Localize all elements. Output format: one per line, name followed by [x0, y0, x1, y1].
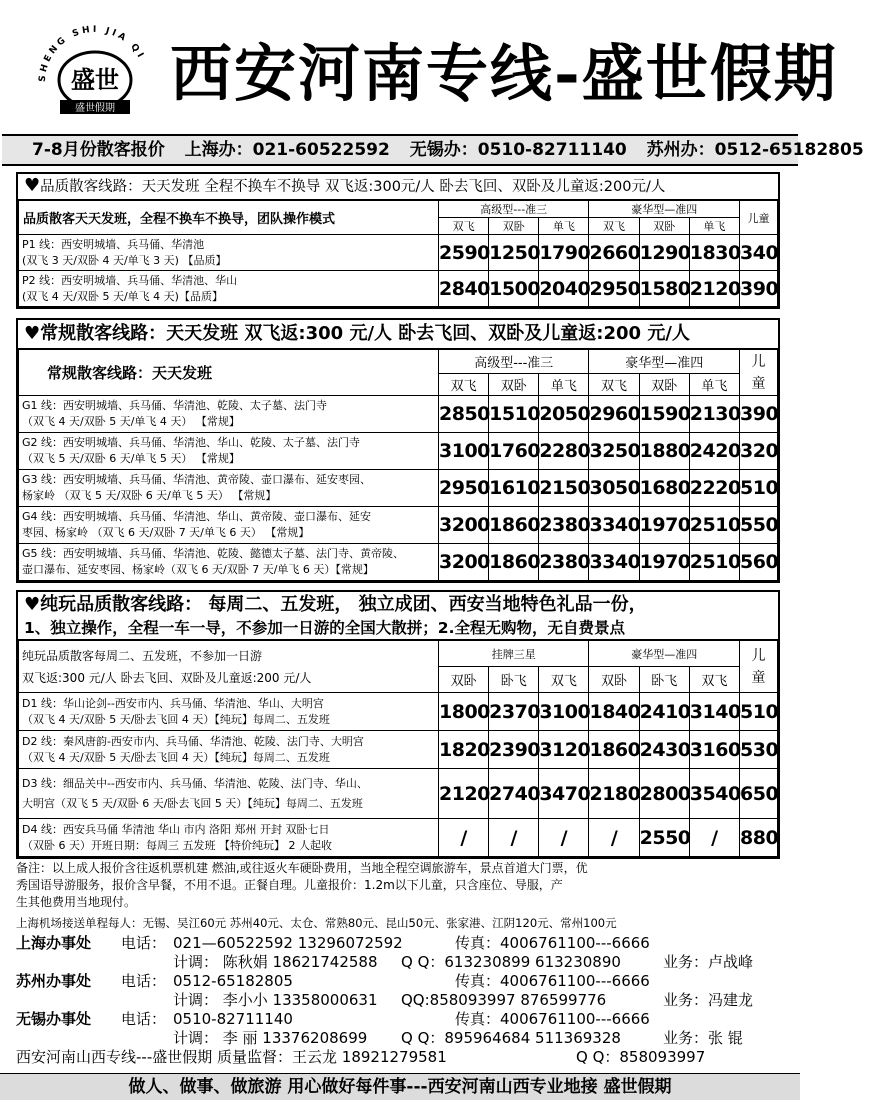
route-line: G5 线：西安明城墙、兵马俑、华清池、乾陵、懿德太子墓、法门寺、黄帝陵、: [22, 547, 405, 560]
column-header: 双卧: [489, 218, 539, 235]
child-header: [740, 350, 778, 396]
group-header: 豪华型—准四: [589, 350, 740, 374]
child-price-cell: 650: [740, 769, 778, 819]
office-name: 苏州办事处: [16, 972, 92, 990]
office-fax: 传真：4006761100---6666: [455, 1010, 650, 1028]
note-line: 生其他费用当地现付。: [16, 895, 137, 909]
price-table: [18, 640, 778, 857]
logo-sub: 盛世假期: [75, 103, 115, 114]
regular-routes-section: [16, 318, 780, 583]
price-cell: 2180: [589, 769, 639, 819]
group-header: 豪华型—准四: [589, 201, 740, 218]
price-cell: 1860: [589, 731, 639, 769]
price-cell: 2960: [589, 396, 639, 433]
price-cell: 2150: [539, 470, 589, 507]
child-price-cell: 510: [740, 470, 778, 507]
route-detail: (双飞 4 天/双卧 5 天/单飞 4 天)【品质】: [22, 289, 223, 303]
section-banner: [18, 174, 778, 200]
child-price-cell: 530: [740, 731, 778, 769]
logo-arc-text: SHENG SHI JIA QI: [37, 24, 147, 83]
child-header: 儿童: [740, 201, 778, 235]
price-cell: 2660: [589, 235, 639, 271]
price-cell: 2430: [639, 731, 689, 769]
price-cell: 2740: [489, 769, 539, 819]
child-price-cell: 550: [740, 507, 778, 544]
child-price-cell: 390: [740, 271, 778, 307]
price-cell: 2040: [539, 271, 589, 307]
column-header: 双卧: [489, 374, 539, 396]
note-line: 秀国语导游服务，报价含早餐，不用不退。正餐自理。儿童报价：1.2m以下儿童，只含座位、导服，产: [16, 878, 563, 892]
price-cell: 3100: [539, 693, 589, 731]
route-line: P1 线：西安明城墙、兵马俑、华清池: [22, 237, 205, 251]
heart-icon: ♥: [24, 594, 41, 615]
child-header-2: 童: [751, 375, 766, 392]
route-line: D1 线：华山论剑--西安市内、兵马俑、华清池、华山、大明宫: [22, 696, 324, 710]
price-cell: 2590: [439, 235, 489, 271]
group-header: 高级型---准三: [439, 201, 589, 218]
price-cell: 1820: [439, 731, 489, 769]
price-cell: 3540: [689, 769, 739, 819]
table-row: [19, 396, 778, 433]
route-detail: 枣园、杨家岭 （双飞 6 天/双卧 7 天/单飞 6 天） 【常规】: [22, 526, 310, 539]
price-cell: 1860: [489, 507, 539, 544]
price-cell: 3160: [689, 731, 739, 769]
price-cell: 3140: [689, 693, 739, 731]
wuxi-office-phone: 无锡办：0510-82711140: [409, 140, 627, 160]
price-cell: 1830: [689, 235, 739, 271]
contacts: [16, 934, 796, 1067]
price-table: [18, 349, 778, 581]
table-row: [19, 470, 778, 507]
quality-routes-section: [16, 172, 780, 309]
header: [0, 0, 838, 132]
company-qq: Q Q：858093997: [576, 1048, 706, 1066]
column-header: 卧飞: [489, 667, 539, 693]
office-fax: 传真：4006761100---6666: [455, 934, 650, 952]
price-cell: 3100: [439, 433, 489, 470]
office-phone: 0510-82711140: [173, 1010, 293, 1028]
column-header: 单飞: [689, 374, 739, 396]
route-line: G4 线：西安明城墙、兵马俑、华清池、华山、黄帝陵、壶口瀑布、延安: [22, 510, 372, 523]
phone-label: 电话：: [121, 972, 167, 990]
office-sales: 业务：卢战峰: [663, 953, 754, 971]
office-fax: 传真：4006761100---6666: [455, 972, 650, 990]
price-cell: 2280: [539, 433, 589, 470]
price-cell: 2550: [639, 819, 689, 857]
column-header: 双飞: [439, 218, 489, 235]
price-table: [18, 200, 778, 307]
route-line: G2 线：西安明城墙、兵马俑、华清池、华山、乾陵、太子墓、法门寺: [22, 436, 361, 449]
logo-mark: 盛世: [71, 65, 119, 94]
office-name: 无锡办事处: [16, 1010, 92, 1028]
heart-icon: ♥: [24, 175, 41, 196]
column-header: 双卧: [639, 374, 689, 396]
route-line: D2 线：秦风唐韵-西安市内、兵马俑、华清池、乾陵、法门寺、大明宫: [22, 734, 364, 748]
column-header: 双卧: [639, 218, 689, 235]
price-cell: /: [439, 819, 489, 857]
column-header: 卧飞: [639, 667, 689, 693]
price-cell: 3120: [539, 731, 589, 769]
child-price-cell: 510: [740, 693, 778, 731]
price-cell: 2220: [689, 470, 739, 507]
office-staff: 计调： 李小小 13358000631: [173, 991, 378, 1009]
price-cell: 2370: [489, 693, 539, 731]
column-header: 双飞: [589, 374, 639, 396]
group-header: 挂牌三星: [439, 641, 589, 667]
column-header: 双飞: [539, 667, 589, 693]
shanghai-office-phone: 上海办：021-60522592: [184, 140, 390, 160]
price-cell: 1580: [639, 271, 689, 307]
child-price-cell: 390: [740, 396, 778, 433]
note-line: 备注：以上成人报价含往返机票机建 燃油,或往返火车硬卧费用，当地全程空调旅游车，景点首道大门票，优: [16, 861, 588, 875]
price-cell: 2840: [439, 271, 489, 307]
office-sales: 业务：张 锟: [663, 1029, 743, 1047]
price-cell: 1500: [489, 271, 539, 307]
price-cell: 3470: [539, 769, 589, 819]
price-cell: 1760: [489, 433, 539, 470]
price-cell: 1860: [489, 544, 539, 581]
banner-text: 常规散客线路：天天发班 双飞返:300 元/人 卧去飞回、双卧及儿童返:200 元/人: [40, 323, 690, 344]
price-cell: 3200: [439, 544, 489, 581]
office-phone: 0512-65182805: [173, 972, 293, 990]
price-cell: 2120: [689, 271, 739, 307]
child-price-cell: 340: [740, 235, 778, 271]
column-header: 双飞: [439, 374, 489, 396]
suzhou-office-phone: 苏州办：0512-65182805: [646, 140, 864, 160]
footer-slogan: 做人、做事、做旅游 用心做好每件事---西安河南山西专业地接 盛世假期: [0, 1073, 800, 1100]
price-cell: 3340: [589, 507, 639, 544]
table-row: [19, 769, 778, 819]
price-cell: 1610: [489, 470, 539, 507]
table-title-line: 双飞返:300 元/人 卧去飞回、双卧及儿童返:200 元/人: [22, 670, 312, 685]
table-row: [19, 433, 778, 470]
price-cell: 1800: [439, 693, 489, 731]
route-detail: 杨家岭 （双飞 5 天/双卧 6 天/单飞 5 天） 【常规】: [22, 489, 277, 502]
phone-label: 电话：: [121, 1010, 167, 1028]
price-cell: /: [539, 819, 589, 857]
price-cell: 2130: [689, 396, 739, 433]
phone-label: 电话：: [121, 934, 167, 952]
column-header: 单飞: [539, 374, 589, 396]
price-label: 7-8月份散客报价: [32, 140, 165, 160]
office-name: 上海办事处: [16, 934, 92, 952]
route-detail: 大明宫（双飞 5 天/双卧 6 天/卧去飞回 5 天）【纯玩】每周二、五发班: [22, 796, 363, 810]
price-cell: /: [589, 819, 639, 857]
airport-transfer-info: 上海机场接送单程每人：无锡、吴江60元 苏州40元、太仓、常熟80元、昆山50元、张家港、江阴120元、常州100元: [16, 916, 617, 930]
child-price-cell: 320: [740, 433, 778, 470]
table-row: [19, 731, 778, 769]
route-detail: （双飞 5 天/双卧 6 天/单飞 5 天） 【常规】: [22, 452, 240, 465]
office-phone: 021—60522592 13296072592: [173, 934, 403, 952]
route-detail: （双卧 6 天）开班日期：每周三 五发班 【特价纯玩】 2 人起收: [22, 838, 332, 852]
price-cell: 1970: [639, 544, 689, 581]
route-line: D3 线：细品关中--西安市内、兵马俑、华清池、乾陵、法门寺、华山、: [22, 776, 368, 790]
price-cell: 2950: [439, 470, 489, 507]
price-cell: 2850: [439, 396, 489, 433]
office-qq: QQ:858093997 876599776: [401, 991, 607, 1009]
table-title: 常规散客线路：天天发班: [19, 350, 439, 396]
price-cell: 2410: [639, 693, 689, 731]
price-cell: 1590: [639, 396, 689, 433]
section-banner: [18, 592, 778, 617]
notes: [16, 860, 786, 911]
child-price-cell: 880: [740, 819, 778, 857]
price-cell: 1880: [639, 433, 689, 470]
child-price-cell: 560: [740, 544, 778, 581]
price-header-bar: [2, 134, 864, 166]
office-qq: Q Q：613230899 613230890: [401, 953, 621, 971]
column-header: 双卧: [439, 667, 489, 693]
column-header: 单飞: [689, 218, 739, 235]
table-row: [19, 819, 778, 857]
price-cell: 2510: [689, 544, 739, 581]
price-cell: 1250: [489, 235, 539, 271]
route-detail: （双飞 4 天/双卧 5 天/单飞 4 天） 【常规】: [22, 415, 240, 428]
table-title: [19, 641, 439, 693]
price-cell: 2050: [539, 396, 589, 433]
heart-icon: ♥: [24, 323, 41, 344]
section-banner-2: 1、独立操作，全程一车一导，不参加一日游的全国大散拼；2.全程无购物，无自费景点: [18, 617, 778, 640]
route-line: G1 线：西安明城墙、兵马俑、华清池、乾陵、太子墓、法门寺: [22, 399, 328, 412]
quality-supervision: 西安河南山西专线---盛世假期 质量监督：王云龙 18921279581: [16, 1048, 447, 1066]
price-cell: 2380: [539, 544, 589, 581]
pure-play-routes-section: [16, 590, 780, 859]
child-header-2: 童: [751, 669, 766, 686]
price-cell: 2120: [439, 769, 489, 819]
banner-text: 品质散客线路：天天发班 全程不换车不换导 双飞返:300元/人 卧去飞回、双卧及儿童返:200元/人: [40, 179, 666, 195]
column-header: 双卧: [589, 667, 639, 693]
office-sales: 业务：冯建龙: [663, 991, 754, 1009]
price-cell: 3200: [439, 507, 489, 544]
route-line: G3 线：西安明城墙、兵马俑、华清池、黄帝陵、壶口瀑布、延安枣园、: [22, 473, 372, 486]
table-row: [19, 235, 778, 271]
route-detail: (双飞 3 天/双卧 4 天/单飞 3 天) 【品质】: [22, 253, 227, 267]
price-cell: 2950: [589, 271, 639, 307]
price-cell: 3340: [589, 544, 639, 581]
table-row: [19, 544, 778, 581]
price-cell: 2420: [689, 433, 739, 470]
price-cell: /: [689, 819, 739, 857]
office-staff: 计调： 李 丽 13376208699: [173, 1029, 368, 1047]
child-header: [740, 641, 778, 693]
price-cell: 2390: [489, 731, 539, 769]
section-banner: [18, 320, 778, 349]
route-detail: （双飞 4 天/双卧 5 天/卧去飞回 4 天）【纯玩】每周二、五发班: [22, 712, 330, 726]
route-detail: 壶口瀑布、延安枣园、杨家岭（双飞 6 天/双卧 7 天/单飞 6 天）【常规】: [22, 563, 374, 576]
price-cell: 1290: [639, 235, 689, 271]
price-cell: 2380: [539, 507, 589, 544]
price-cell: /: [489, 819, 539, 857]
table-row: [19, 507, 778, 544]
price-cell: 2800: [639, 769, 689, 819]
banner-text: 纯玩品质散客线路： 每周二、五发班， 独立成团、西安当地特色礼品一份，: [40, 594, 647, 615]
column-header: 双飞: [689, 667, 739, 693]
table-title: 品质散客天天发班，全程不换车不换导，团队操作模式: [19, 201, 439, 235]
table-row: [19, 693, 778, 731]
child-header-1: 儿: [751, 353, 766, 370]
route-detail: （双飞 4 天/双卧 5 天/卧去飞回 4 天）【纯玩】每周二、五发班: [22, 750, 330, 764]
price-cell: 1970: [639, 507, 689, 544]
table-title-line: 纯玩品质散客每周二、五发班，不参加一日游: [22, 648, 263, 663]
child-header-1: 儿: [751, 647, 766, 664]
group-header: 豪华型—准四: [589, 641, 740, 667]
company-logo: [30, 12, 160, 122]
table-row: [19, 271, 778, 307]
price-cell: 2510: [689, 507, 739, 544]
route-line: D4 线：西安兵马俑 华清池 华山 市内 洛阳 郑州 开封 双卧七日: [22, 822, 330, 836]
route-line: P2 线：西安明城墙、兵马俑、华清池、华山: [22, 273, 238, 287]
column-header: 双飞: [589, 218, 639, 235]
price-cell: 3050: [589, 470, 639, 507]
price-cell: 3250: [589, 433, 639, 470]
page-title: 西安河南专线-盛世假期: [170, 37, 838, 110]
column-header: 单飞: [539, 218, 589, 235]
office-staff: 计调： 陈秋娟 18621742588: [173, 953, 378, 971]
price-cell: 1510: [489, 396, 539, 433]
office-qq: Q Q：895964684 511369328: [401, 1029, 621, 1047]
price-cell: 1790: [539, 235, 589, 271]
group-header: 高级型---准三: [439, 350, 589, 374]
price-cell: 1680: [639, 470, 689, 507]
price-cell: 1840: [589, 693, 639, 731]
